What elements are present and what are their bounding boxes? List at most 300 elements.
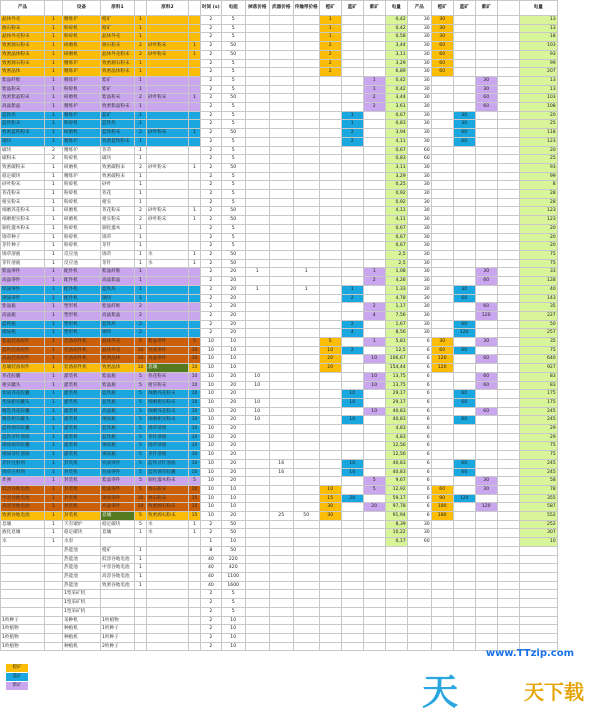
minute-blue bbox=[453, 407, 475, 416]
minute-blue bbox=[453, 42, 475, 51]
drops-price bbox=[245, 477, 269, 486]
minute-blue bbox=[453, 242, 475, 251]
ingredient1-qty: 1 bbox=[135, 198, 147, 207]
minute-blue: 60 bbox=[453, 468, 475, 477]
misc-power: 5 bbox=[221, 599, 245, 608]
minute-orange bbox=[431, 320, 453, 329]
power-cell: 5 bbox=[221, 155, 245, 164]
product-cell: 蓝铁芽针溶液 bbox=[1, 433, 45, 442]
unit-purple: 5 bbox=[363, 485, 385, 494]
unit-electric: 3,44 bbox=[385, 94, 407, 103]
ingredient1-cell: 锦草 bbox=[101, 233, 135, 242]
power-cell: 20 bbox=[221, 442, 245, 451]
minute-electric: 175 bbox=[519, 390, 557, 399]
unit-orange bbox=[319, 76, 341, 85]
misc-power: 10 bbox=[221, 616, 245, 625]
misc-time: 2 bbox=[201, 607, 222, 616]
ingredient1-qty: 5 bbox=[135, 338, 147, 347]
product-cell: 钢块 bbox=[1, 137, 45, 146]
blank bbox=[269, 590, 293, 599]
weapon-price bbox=[269, 268, 293, 277]
spacer bbox=[497, 224, 519, 233]
table-row bbox=[1, 172, 558, 181]
power-cell: 10 bbox=[221, 503, 245, 512]
blank bbox=[269, 633, 293, 642]
minute-electric: 75 bbox=[519, 259, 557, 268]
minute-output: 30 bbox=[407, 181, 431, 190]
time-cell: 2 bbox=[201, 294, 222, 303]
product-qty: 1 bbox=[45, 442, 63, 451]
weapon-price bbox=[269, 398, 293, 407]
time-cell: 10 bbox=[201, 425, 222, 434]
blank bbox=[135, 616, 147, 625]
minute-purple bbox=[475, 520, 497, 529]
drops-price bbox=[245, 503, 269, 512]
power-cell: 5 bbox=[221, 181, 245, 190]
weapon-price bbox=[269, 372, 293, 381]
header-cell: 产品 bbox=[407, 1, 431, 16]
building-cell: 塑形机 bbox=[63, 311, 101, 320]
blank bbox=[497, 573, 519, 582]
power-cell: 20 bbox=[221, 468, 245, 477]
minute-electric: 207 bbox=[519, 68, 557, 77]
table-row bbox=[1, 207, 558, 216]
product-cell: 紫晶零件 bbox=[1, 268, 45, 277]
weapon-price bbox=[269, 198, 293, 207]
blank bbox=[341, 555, 363, 564]
minute-purple: 30 bbox=[475, 338, 497, 347]
weapon-price bbox=[269, 285, 293, 294]
unit-electric: 0,92 bbox=[385, 198, 407, 207]
header-cell: 设备 bbox=[63, 1, 101, 16]
product-cell: 锦草注射剂 bbox=[1, 468, 45, 477]
unit-purple bbox=[363, 198, 385, 207]
minute-electric: 35 bbox=[519, 303, 557, 312]
unit-blue bbox=[341, 268, 363, 277]
time-cell: 10 bbox=[201, 485, 222, 494]
power-cell: 5 bbox=[221, 59, 245, 68]
trade-price: 1 bbox=[293, 268, 319, 277]
blank bbox=[407, 607, 431, 616]
minute-purple bbox=[475, 320, 497, 329]
fuel-item: 中容谷地电池 bbox=[101, 564, 135, 573]
product-cell: 高晶装备原件 bbox=[1, 355, 45, 364]
spacer bbox=[497, 242, 519, 251]
unit-electric: 4,28 bbox=[385, 277, 407, 286]
blank bbox=[45, 564, 63, 573]
ingredient2-cell bbox=[147, 198, 189, 207]
time-cell: 10 bbox=[201, 381, 222, 390]
unit-blue: 10 bbox=[341, 468, 363, 477]
ingredient2-qty bbox=[189, 111, 201, 120]
spacer bbox=[497, 346, 519, 355]
unit-purple bbox=[363, 520, 385, 529]
ingredient2-qty: 10 bbox=[189, 468, 201, 477]
spacer bbox=[497, 512, 519, 521]
building-cell: 灌装机 bbox=[63, 416, 101, 425]
trade-price bbox=[293, 207, 319, 216]
blank bbox=[519, 599, 557, 608]
drops-price bbox=[245, 259, 269, 268]
minute-orange bbox=[431, 398, 453, 407]
unit-electric: 12,92 bbox=[385, 485, 407, 494]
spacer bbox=[497, 390, 519, 399]
minute-orange bbox=[431, 137, 453, 146]
minute-blue bbox=[453, 24, 475, 33]
spacer bbox=[497, 181, 519, 190]
watermark-logo: 天 bbox=[422, 672, 459, 713]
unit-purple bbox=[363, 129, 385, 138]
time-cell: 2 bbox=[201, 268, 222, 277]
minute-orange bbox=[431, 85, 453, 94]
blank bbox=[1, 573, 45, 582]
unit-orange bbox=[319, 381, 341, 390]
unit-orange: 2 bbox=[319, 50, 341, 59]
table-row bbox=[1, 294, 558, 303]
spacer bbox=[497, 216, 519, 225]
minute-output: 30 bbox=[407, 529, 431, 538]
ingredient2-qty bbox=[189, 224, 201, 233]
power-cell: 20 bbox=[221, 372, 245, 381]
minute-electric: 103 bbox=[519, 42, 557, 51]
minute-electric: 257 bbox=[519, 329, 557, 338]
blank bbox=[293, 546, 319, 555]
ingredient1-cell: 蓝铁瓶 bbox=[101, 390, 135, 399]
spacer bbox=[497, 103, 519, 112]
ingredient1-cell: 致密晶体 bbox=[101, 355, 135, 364]
weapon-price bbox=[269, 129, 293, 138]
minute-output: 30 bbox=[407, 329, 431, 338]
blank bbox=[363, 607, 385, 616]
trade-price bbox=[293, 277, 319, 286]
product-cell: 柑实粉末 bbox=[1, 198, 45, 207]
blank bbox=[407, 616, 431, 625]
unit-blue bbox=[341, 190, 363, 199]
unit-blue bbox=[341, 259, 363, 268]
table-row bbox=[1, 338, 558, 347]
minute-orange: 30 bbox=[431, 16, 453, 25]
building-cell: 灌装机 bbox=[63, 407, 101, 416]
minute-orange bbox=[431, 129, 453, 138]
ingredient2-cell: 紫晶零件 bbox=[147, 338, 189, 347]
blank bbox=[147, 546, 189, 555]
misc-building: 1型采矿机 bbox=[63, 590, 101, 599]
unit-purple bbox=[363, 416, 385, 425]
ingredient1-cell: 砂叶 bbox=[101, 181, 135, 190]
building-cell: 装备原件机 bbox=[63, 364, 101, 373]
minute-output: 30 bbox=[407, 320, 431, 329]
minute-blue bbox=[453, 425, 475, 434]
blank bbox=[269, 546, 293, 555]
unit-purple bbox=[363, 451, 385, 460]
minute-blue bbox=[453, 103, 475, 112]
minute-orange: 60 bbox=[431, 50, 453, 59]
ingredient2-cell: 细磨荞花粉末 bbox=[147, 390, 189, 399]
minute-electric: 245 bbox=[519, 459, 557, 468]
ingredient1-qty: 5 bbox=[135, 485, 147, 494]
minute-purple bbox=[475, 425, 497, 434]
minute-purple bbox=[475, 207, 497, 216]
unit-electric: 4,11 bbox=[385, 216, 407, 225]
unit-electric: 0,67 bbox=[385, 224, 407, 233]
unit-purple bbox=[363, 50, 385, 59]
time-cell: 2 bbox=[201, 329, 222, 338]
minute-output: 30 bbox=[407, 111, 431, 120]
trade-price bbox=[293, 111, 319, 120]
unit-electric: 40,83 bbox=[385, 459, 407, 468]
blank bbox=[363, 642, 385, 651]
unit-purple bbox=[363, 68, 385, 77]
table-row bbox=[1, 190, 558, 199]
ingredient1-qty bbox=[135, 538, 147, 547]
product-cell: 优质柑实罐头 bbox=[1, 398, 45, 407]
time-cell: 10 bbox=[201, 477, 222, 486]
ingredient1-cell: 高晶紫晶 bbox=[101, 277, 135, 286]
unit-electric: 6,89 bbox=[385, 68, 407, 77]
power-cell: 20 bbox=[221, 390, 245, 399]
ingredient2-cell: 息壤 bbox=[147, 364, 189, 373]
minute-blue bbox=[453, 198, 475, 207]
fuel-qty: 1 bbox=[135, 546, 147, 555]
header-cell: 产品 bbox=[1, 1, 45, 16]
unit-purple: 10 bbox=[363, 381, 385, 390]
header-cell: 紫矿 bbox=[363, 1, 385, 16]
ingredient2-qty bbox=[189, 172, 201, 181]
time-cell: 2 bbox=[201, 529, 222, 538]
power-cell: 20 bbox=[221, 512, 245, 521]
ingredient1-cell: 紫晶零件 bbox=[101, 477, 135, 486]
unit-blue bbox=[341, 425, 363, 434]
minute-blue: 60 bbox=[453, 390, 475, 399]
ingredient2-qty bbox=[189, 68, 201, 77]
drops-price bbox=[245, 172, 269, 181]
unit-purple bbox=[363, 216, 385, 225]
minute-blue bbox=[453, 355, 475, 364]
product-cell: 钢质锦草胶囊 bbox=[1, 442, 45, 451]
misc-row bbox=[1, 625, 558, 634]
minute-orange bbox=[431, 311, 453, 320]
spacer bbox=[497, 207, 519, 216]
ingredient1-cell: 荞花 bbox=[101, 190, 135, 199]
drops-price bbox=[245, 24, 269, 33]
spacer bbox=[497, 468, 519, 477]
table-row bbox=[1, 33, 558, 42]
trade-price bbox=[293, 364, 319, 373]
minute-blue bbox=[453, 68, 475, 77]
table-row bbox=[1, 155, 558, 164]
ingredient2-cell bbox=[147, 24, 189, 33]
minute-orange bbox=[431, 381, 453, 390]
unit-electric: 40,83 bbox=[385, 416, 407, 425]
minute-orange: 90 bbox=[431, 494, 453, 503]
unit-purple bbox=[363, 259, 385, 268]
unit-orange bbox=[319, 372, 341, 381]
misc-time: 2 bbox=[201, 625, 222, 634]
table-row bbox=[1, 503, 558, 512]
misc-ingredient bbox=[101, 599, 135, 608]
time-cell: 10 bbox=[201, 468, 222, 477]
minute-orange: 180 bbox=[431, 512, 453, 521]
drops-price bbox=[245, 433, 269, 442]
minute-orange bbox=[431, 538, 453, 547]
ingredient2-qty: 10 bbox=[189, 442, 201, 451]
product-cell: 紫晶粉末 bbox=[1, 85, 45, 94]
unit-blue: 10 bbox=[341, 398, 363, 407]
unit-purple bbox=[363, 16, 385, 25]
ingredient1-cell: 碳块 bbox=[101, 155, 135, 164]
minute-electric: 33 bbox=[519, 268, 557, 277]
minute-blue bbox=[453, 433, 475, 442]
blank bbox=[385, 564, 407, 573]
blank bbox=[269, 616, 293, 625]
minute-electric: 99 bbox=[519, 172, 557, 181]
misc-ingredient: 1枚种子 bbox=[101, 625, 135, 634]
product-qty: 1 bbox=[45, 129, 63, 138]
table-row bbox=[1, 364, 558, 373]
blank bbox=[269, 642, 293, 651]
unit-blue bbox=[341, 103, 363, 112]
minute-orange: 60 bbox=[431, 42, 453, 51]
product-qty: 1 bbox=[45, 485, 63, 494]
product-cell: 息壤 bbox=[1, 520, 45, 529]
ingredient2-qty bbox=[189, 16, 201, 25]
minute-orange: 30 bbox=[431, 24, 453, 33]
product-cell: 稳定碳块 bbox=[1, 172, 45, 181]
ingredient1-qty: 1 bbox=[135, 250, 147, 259]
power-cell: 5 bbox=[221, 224, 245, 233]
blank bbox=[45, 625, 63, 634]
ingredient2-cell: 高晶零件 bbox=[147, 355, 189, 364]
blank bbox=[475, 599, 497, 608]
time-cell: 2 bbox=[201, 233, 222, 242]
table-row bbox=[1, 494, 558, 503]
blank bbox=[407, 546, 431, 555]
blank bbox=[407, 581, 431, 590]
blank bbox=[147, 564, 189, 573]
minute-purple bbox=[475, 111, 497, 120]
minute-electric: 13 bbox=[519, 76, 557, 85]
weapon-price bbox=[269, 407, 293, 416]
watermark-brand: 天下载 bbox=[524, 680, 584, 704]
minute-output: 6 bbox=[407, 355, 431, 364]
minute-blue bbox=[453, 76, 475, 85]
building-cell: 配件机 bbox=[63, 285, 101, 294]
minute-blue bbox=[453, 16, 475, 25]
product-qty: 1 bbox=[45, 76, 63, 85]
minute-blue bbox=[453, 94, 475, 103]
ingredient1-qty: 1 bbox=[135, 76, 147, 85]
power-cell: 10 bbox=[221, 364, 245, 373]
weapon-price bbox=[269, 416, 293, 425]
product-cell: 蓝铁粉末 bbox=[1, 120, 45, 129]
header-cell: 蓝矿 bbox=[341, 1, 363, 16]
ingredient1-qty: 5 bbox=[135, 468, 147, 477]
drops-price: 10 bbox=[245, 407, 269, 416]
ingredient1-cell: 紫晶纤维 bbox=[101, 268, 135, 277]
ingredient2-qty: 10 bbox=[189, 355, 201, 364]
minute-electric: 245 bbox=[519, 468, 557, 477]
ingredient2-qty: 10 bbox=[189, 433, 201, 442]
misc-building: 种植机 bbox=[63, 633, 101, 642]
ingredient1-qty: 1 bbox=[135, 68, 147, 77]
unit-blue bbox=[341, 477, 363, 486]
ingredient2-cell: 源石粉末 bbox=[147, 494, 189, 503]
ingredient1-cell: 高晶瓶 bbox=[101, 407, 135, 416]
ingredient1-qty: 1 bbox=[135, 268, 147, 277]
drops-price bbox=[245, 451, 269, 460]
minute-orange bbox=[431, 329, 453, 338]
spacer bbox=[497, 520, 519, 529]
minute-purple: 60 bbox=[475, 277, 497, 286]
unit-purple: 1 bbox=[363, 338, 385, 347]
blank bbox=[497, 599, 519, 608]
blank bbox=[245, 633, 269, 642]
ingredient2-cell bbox=[147, 242, 189, 251]
building-cell: 研磨机 bbox=[63, 50, 101, 59]
table-row bbox=[1, 68, 558, 77]
blank bbox=[147, 573, 189, 582]
ingredient2-cell bbox=[147, 224, 189, 233]
unit-electric: 1,33 bbox=[385, 285, 407, 294]
ingredient1-qty: 5 bbox=[135, 451, 147, 460]
product-cell: 致密谷地电池 bbox=[1, 512, 45, 521]
power-cell: 50 bbox=[221, 50, 245, 59]
minute-electric: 307 bbox=[519, 529, 557, 538]
ingredient1-cell: 铜化灌木 bbox=[101, 224, 135, 233]
minute-orange: 30 bbox=[431, 338, 453, 347]
product-cell: 源石粉末 bbox=[1, 24, 45, 33]
table-row bbox=[1, 425, 558, 434]
minute-output: 30 bbox=[407, 224, 431, 233]
misc-ingredient: 2枚种子 bbox=[101, 642, 135, 651]
minute-blue: 60 bbox=[453, 137, 475, 146]
ingredient1-cell: 致密晶体 bbox=[101, 364, 135, 373]
product-cell: 晶体外壳粉末 bbox=[1, 33, 45, 42]
minute-orange bbox=[431, 198, 453, 207]
minute-electric: 13 bbox=[519, 24, 557, 33]
unit-blue bbox=[341, 155, 363, 164]
table-row bbox=[1, 529, 558, 538]
table-row bbox=[1, 268, 558, 277]
time-cell: 2 bbox=[201, 311, 222, 320]
ingredient1-cell: 致密碳粉末 bbox=[101, 163, 135, 172]
power-cell: 50 bbox=[221, 94, 245, 103]
ingredient2-qty: 10 bbox=[189, 364, 201, 373]
building-cell: 精炼炉 bbox=[63, 146, 101, 155]
product-cell: 致密蓝铁粉末 bbox=[1, 129, 45, 138]
spacer bbox=[497, 24, 519, 33]
unit-orange bbox=[319, 407, 341, 416]
blank bbox=[45, 546, 63, 555]
minute-output: 6 bbox=[407, 451, 431, 460]
building-cell: 精炼炉 bbox=[63, 16, 101, 25]
product-qty: 1 bbox=[45, 137, 63, 146]
minute-purple: 120 bbox=[475, 503, 497, 512]
ingredient1-cell: 致密源石粉末 bbox=[101, 59, 135, 68]
minute-blue: 120 bbox=[453, 494, 475, 503]
minute-output: 30 bbox=[407, 94, 431, 103]
drops-price bbox=[245, 494, 269, 503]
blank bbox=[319, 625, 341, 634]
unit-purple bbox=[363, 207, 385, 216]
weapon-price bbox=[269, 50, 293, 59]
product-qty: 1 bbox=[45, 163, 63, 172]
unit-purple bbox=[363, 137, 385, 146]
blank bbox=[245, 573, 269, 582]
unit-purple bbox=[363, 146, 385, 155]
product-qty: 1 bbox=[45, 320, 63, 329]
table-row bbox=[1, 163, 558, 172]
